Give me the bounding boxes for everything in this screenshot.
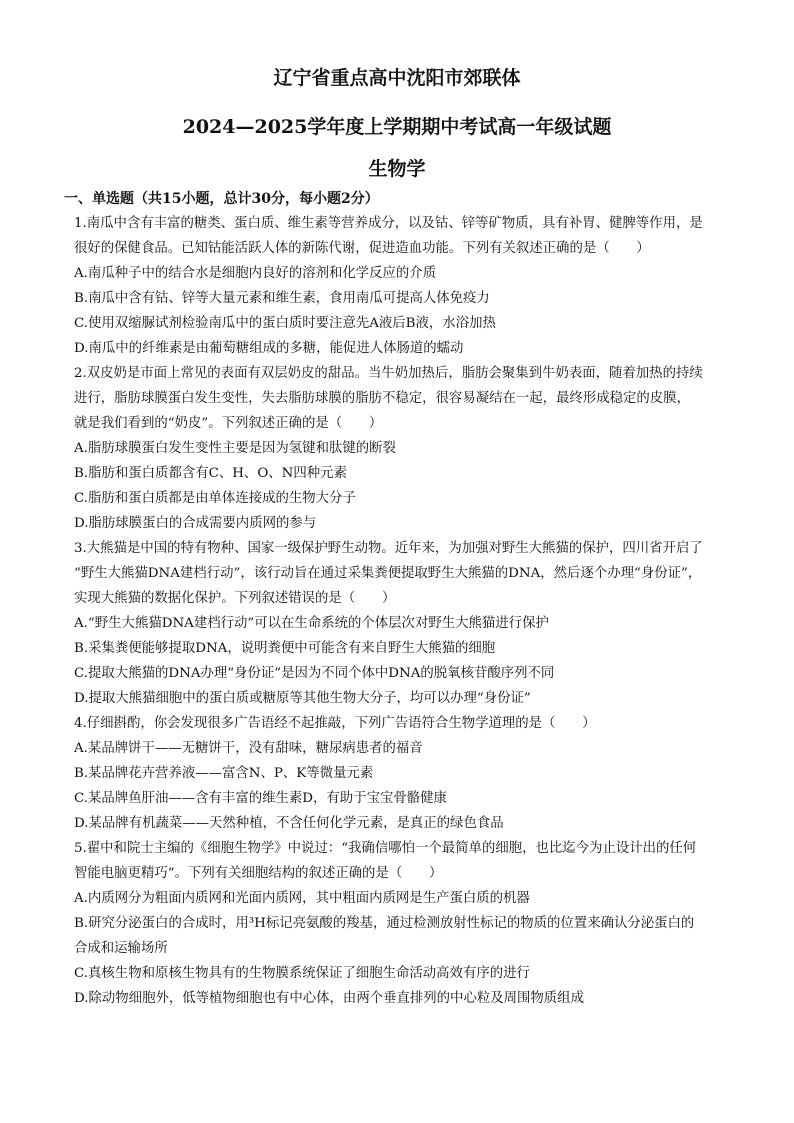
answer-option: C.使用双缩脲试剂检验南瓜中的蛋白质时要注意先A液后B液，水浴加热 xyxy=(74,316,496,331)
answer-option: 合成和运输场所 xyxy=(74,941,168,956)
answer-option: C.真核生物和原核生物具有的生物膜系统保证了细胞生命活动高效有序的进行 xyxy=(74,966,530,981)
question-stem-line: 就是我们看到的“奶皮”。下列叙述正确的是（ ） xyxy=(74,416,383,431)
exam-title: 2024—2025学年度上学期期中考试高一年级试题 xyxy=(182,116,612,138)
answer-option: B.采集粪便能够提取DNA，说明粪便中可能含有来自野生大熊猫的细胞 xyxy=(74,641,496,656)
question-4 xyxy=(74,711,724,836)
question-3 xyxy=(74,536,724,711)
question-5 xyxy=(74,836,724,1011)
answer-option: A.南瓜种子中的结合水是细胞内良好的溶剂和化学反应的介质 xyxy=(74,266,437,281)
question-stem-line: 实现大熊猫的数据化保护。下列叙述错误的是（ ） xyxy=(74,591,396,606)
question-stem-line: “野生大熊猫DNA建档行动”，该行动旨在通过采集粪便提取野生大熊猫的DNA，然后逐个办理“身份证”， xyxy=(74,566,702,581)
answer-option: C.某品牌鱼肝油——含有丰富的维生素D，有助于宝宝骨骼健康 xyxy=(74,791,447,806)
section-heading: 一、单选题（共15小题，总计30分，每小题2分） xyxy=(64,191,379,207)
answer-option: A.某品牌饼干——无糖饼干，没有甜味，糖尿病患者的福音 xyxy=(74,741,423,756)
answer-option: B.脂肪和蛋白质都含有C、H、O、N四种元素 xyxy=(74,466,347,481)
answer-option: C.提取大熊猫的DNA办理“身份证”是因为不同个体中DNA的脱氧核苷酸序列不同 xyxy=(74,666,555,681)
answer-option: D.除动物细胞外，低等植物细胞也有中心体，由两个垂直排列的中心粒及周围物质组成 xyxy=(74,991,584,1006)
question-2 xyxy=(74,361,724,536)
answer-option: D.脂肪球膜蛋白的合成需要内质网的参与 xyxy=(74,516,317,531)
question-list xyxy=(74,211,724,1011)
question-stem-line: 3.大熊猫是中国的特有物种、国家一级保护野生动物。近年来，为加强对野生大熊猫的保护，四川省开启了 xyxy=(74,541,703,556)
question-stem-line: 4.仔细斟酌，你会发现很多广告语经不起推敲，下列广告语符合生物学道理的是（ ） xyxy=(74,716,596,731)
answer-option: B.研究分泌蛋白的合成时，用³H标记亮氨酸的羧基，通过检测放射性标记的物质的位置来确认分泌蛋白的 xyxy=(74,916,695,931)
answer-option: A.“野生大熊猫DNA建档行动”可以在生命系统的个体层次对野生大熊猫进行保护 xyxy=(74,616,549,631)
answer-option: D.提取大熊猫细胞中的蛋白质或糖原等其他生物大分子，均可以办理“身份证” xyxy=(74,691,531,706)
question-stem-line: 进行，脂肪球膜蛋白发生变性，失去脂肪球膜的脂肪不稳定，很容易凝结在一起，最终形成稳定的皮膜， xyxy=(74,391,690,406)
subject-title: 生物学 xyxy=(368,158,426,180)
answer-option: A.脂肪球膜蛋白发生变性主要是因为氢键和肽键的断裂 xyxy=(74,441,396,456)
question-stem-line: 1.南瓜中含有丰富的糖类、蛋白质、维生素等营养成分，以及钴、锌等矿物质，具有补胃、健脾等作用，是 xyxy=(74,216,703,231)
answer-option: C.脂肪和蛋白质都是由单体连接成的生物大分子 xyxy=(74,491,356,506)
answer-option: B.南瓜中含有钴、锌等大量元素和维生素，食用南瓜可提高人体免疫力 xyxy=(74,291,490,306)
question-stem-line: 智能电脑更精巧”。下列有关细胞结构的叙述正确的是（ ） xyxy=(74,866,443,881)
question-1 xyxy=(74,211,724,361)
answer-option: A.内质网分为粗面内质网和光面内质网，其中粗面内质网是生产蛋白质的机器 xyxy=(74,891,530,906)
answer-option: D.南瓜中的纤维素是由葡萄糖组成的多糖，能促进人体肠道的蠕动 xyxy=(74,341,464,356)
question-stem-line: 2.双皮奶是市面上常见的表面有双层奶皮的甜品。当牛奶加热后，脂肪会聚集到牛奶表面，随着加热的持续 xyxy=(74,366,703,381)
answer-option: B.某品牌花卉营养液——富含N、P、K等微量元素 xyxy=(74,766,374,781)
answer-option: D.某品牌有机蔬菜——天然种植，不含任何化学元素，是真正的绿色食品 xyxy=(74,816,504,831)
school-title: 辽宁省重点高中沈阳市郊联体 xyxy=(273,67,521,89)
question-stem-line: 很好的保健食品。已知钴能活跃人体的新陈代谢，促进造血功能。下列有关叙述正确的是（ ） xyxy=(74,241,650,256)
question-stem-line: 5.翟中和院士主编的《细胞生物学》中说过：“我确信哪怕一个最简单的细胞，也比迄今为止设计出的任何 xyxy=(74,841,697,856)
